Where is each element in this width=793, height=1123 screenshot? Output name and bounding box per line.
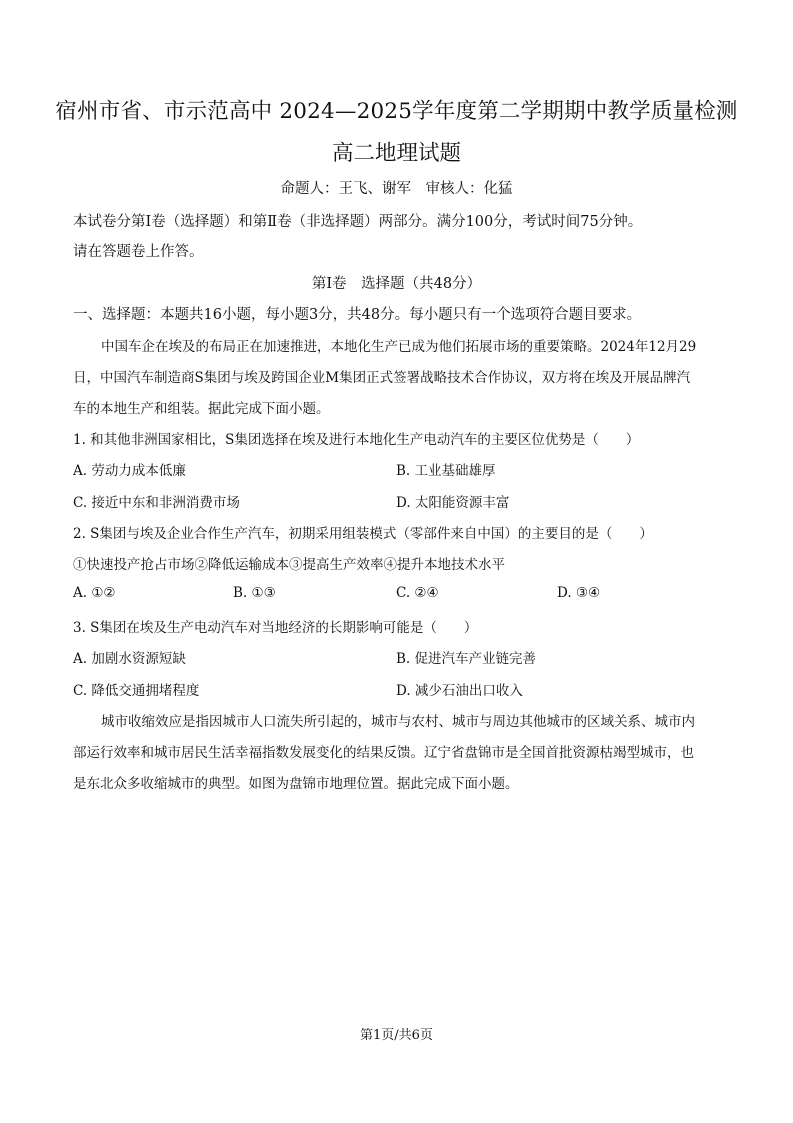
- passage2-line-1: 城市收缩效应是指因城市人口流失所引起的，城市与农村、城市与周边其他城市的区域关系、城市内: [101, 714, 695, 730]
- question-3-option-d: D. 减少石油出口收入: [396, 683, 523, 699]
- question-1-stem: 1. 和其他非洲国家相比，S集团选择在埃及进行本地化生产电动汽车的主要区位优势是（ ）: [73, 432, 640, 448]
- question-2-option-c: C. ②④: [396, 585, 439, 601]
- question-2-option-a: A. ①②: [73, 585, 116, 601]
- question-2-items: ①快速投产抢占市场②降低运输成本③提高生产效率④提升本地技术水平: [73, 557, 505, 573]
- intro-line-2: 请在答题卷上作答。: [73, 244, 204, 260]
- question-2-option-b: B. ①③: [233, 585, 276, 601]
- question-3-option-b: B. 促进汽车产业链完善: [396, 651, 537, 667]
- question-2-stem: 2. S集团与埃及企业合作生产汽车，初期采用组装模式（零部件来自中国）的主要目的是（ ）: [73, 526, 653, 542]
- section-instruction: 一、选择题：本题共16小题，每小题3分，共48分。每小题只有一个选项符合题目要求。: [73, 307, 642, 323]
- question-2-option-d: D. ③④: [557, 585, 601, 601]
- question-3-option-c: C. 降低交通拥堵程度: [73, 683, 200, 699]
- passage1-line-1: 中国车企在埃及的布局正在加速推进，本地化生产已成为他们拓展市场的重要策略。2024年12月29: [101, 339, 697, 355]
- question-3-stem: 3. S集团在埃及生产电动汽车对当地经济的长期影响可能是（ ）: [73, 620, 478, 636]
- passage1-line-2: 日，中国汽车制造商S集团与埃及跨国企业M集团正式签署战略技术合作协议，双方将在埃及开展品牌汽: [73, 370, 691, 386]
- page-number: 第1页/共6页: [360, 1028, 433, 1043]
- passage2-line-2: 部运行效率和城市居民生活幸福指数发展变化的结果反馈。辽宁省盘锦市是全国首批资源枯竭型城市，也: [73, 745, 694, 761]
- section-title: 第Ⅰ卷 选择题（共48分）: [311, 276, 482, 292]
- passage2-line-3: 是东北众多收缩城市的典型。如图为盘锦市地理位置。据此完成下面小题。: [73, 776, 519, 792]
- question-1-option-a: A. 劳动力成本低廉: [73, 463, 186, 479]
- question-1-option-d: D. 太阳能资源丰富: [396, 495, 510, 511]
- question-1-option-b: B. 工业基础雄厚: [396, 463, 496, 479]
- passage1-line-3: 车的本地生产和组装。据此完成下面小题。: [73, 401, 330, 417]
- intro-line-1: 本试卷分第Ⅰ卷（选择题）和第Ⅱ卷（非选择题）两部分。满分100分，考试时间75分钟。: [73, 214, 643, 230]
- question-3-option-a: A. 加剧水资源短缺: [73, 651, 186, 667]
- question-1-option-c: C. 接近中东和非洲消费市场: [73, 495, 240, 511]
- exam-authors: 命题人：王飞、谢军 审核人：化猛: [280, 181, 513, 197]
- exam-title: 宿州市省、市示范高中 2024—2025学年度第二学期期中教学质量检测: [55, 99, 738, 124]
- exam-subtitle: 高二地理试题: [331, 141, 461, 166]
